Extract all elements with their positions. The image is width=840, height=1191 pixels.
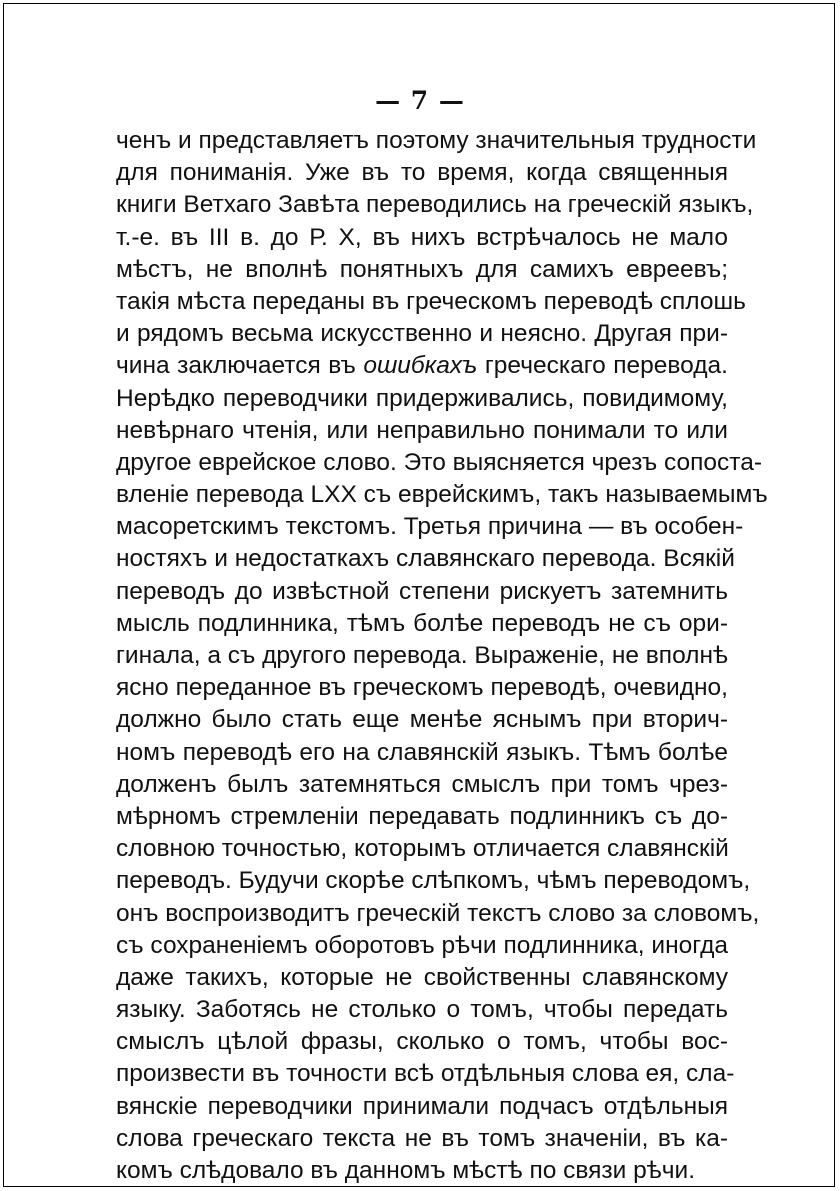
text-line-last: комъ слѣдовало въ данномъ мѣстѣ по связи рѣчи. (116, 1157, 696, 1184)
text-line: другое еврейское слово. Это выясняется чрезъ сопоста- (116, 448, 762, 476)
text-line: даже такихъ, которые не свойственны славянскому (116, 963, 728, 991)
text-line: мѣрномъ стремленіи передавать подлинникъ съ до- (116, 802, 728, 830)
emphasized-word: ошибкахъ (363, 352, 478, 380)
text-line: переводъ. Будучи скорѣе слѣпкомъ, чѣмъ переводомъ, (116, 867, 751, 895)
text-line: Нерѣдко переводчики придерживались, повидимому, (116, 384, 728, 412)
text-line: слова греческаго текста не въ томъ значеніи, въ ка- (116, 1124, 728, 1152)
text-line: и рядомъ весьма искусственно и неясно. Другая при- (116, 320, 728, 348)
text-line: съ сохраненіемъ оборотовъ рѣчи подлинника, иногда (116, 931, 728, 959)
text-line: долженъ былъ затемняться смыслъ при томъ чрез- (116, 770, 728, 798)
text-line: онъ воспроизводитъ греческій текстъ слово за словомъ, (116, 899, 760, 927)
text-line: словною точностью, которымъ отличается славянскій (116, 835, 729, 863)
text-line: невѣрнаго чтенія, или неправильно понимали то или (116, 416, 728, 444)
text-line: ченъ и представляетъ поэтому значительныя трудности (116, 127, 757, 154)
text-line: ясно переданное въ греческомъ переводѣ, очевидно, (116, 674, 728, 702)
text-line: книги Ветхаго Завѣта переводились на греческій языкъ, (116, 191, 754, 219)
text-line: такія мѣста переданы въ греческомъ переводѣ сплошь (116, 287, 746, 315)
text-line: произвести въ точности всѣ отдѣльныя слова ея, сла- (116, 1060, 735, 1088)
body-text (116, 125, 768, 1187)
text-line: переводъ до извѣстной степени рискуетъ затемнить (116, 577, 728, 605)
text-line: смыслъ цѣлой фразы, сколько о томъ, чтобы вос- (116, 1028, 728, 1056)
text-line: вленіе перевода LXX съ еврейскимъ, такъ называемымъ (116, 481, 768, 509)
text-line-with-emphasis (116, 350, 728, 382)
text-line: мысль подлинника, тѣмъ болѣе переводъ не съ ори- (116, 609, 728, 637)
text-line: языку. Заботясь не столько о томъ, чтобы передать (116, 996, 728, 1024)
text-line: номъ переводѣ его на славянскій языкъ. Тѣмъ болѣе (116, 738, 728, 766)
text-line: гинала, а съ другого перевода. Выраженіе, не вполнѣ (116, 642, 728, 669)
text-line: т.-е. въ III в. до Р. Х, въ нихъ встрѣчалось не мало (116, 223, 728, 251)
text-line: ностяхъ и недостаткахъ славянскаго перевода. Всякій (116, 545, 735, 573)
text-line: мѣстъ, не вполнѣ понятныхъ для самихъ евреевъ; (116, 255, 728, 283)
page-number: — 7 — (375, 86, 465, 115)
text-segment: греческаго перевода. (477, 352, 728, 380)
text-line: для пониманія. Уже въ то время, когда священныя (116, 159, 728, 187)
text-line: масоретскимъ текстомъ. Третья причина — въ особен- (116, 513, 744, 541)
text-line: должно было стать еще менѣе яснымъ при вторич- (116, 706, 728, 734)
text-line: вянскіе переводчики принимали подчасъ отдѣльныя (116, 1092, 728, 1120)
text-segment: чина заключается въ (116, 352, 364, 380)
